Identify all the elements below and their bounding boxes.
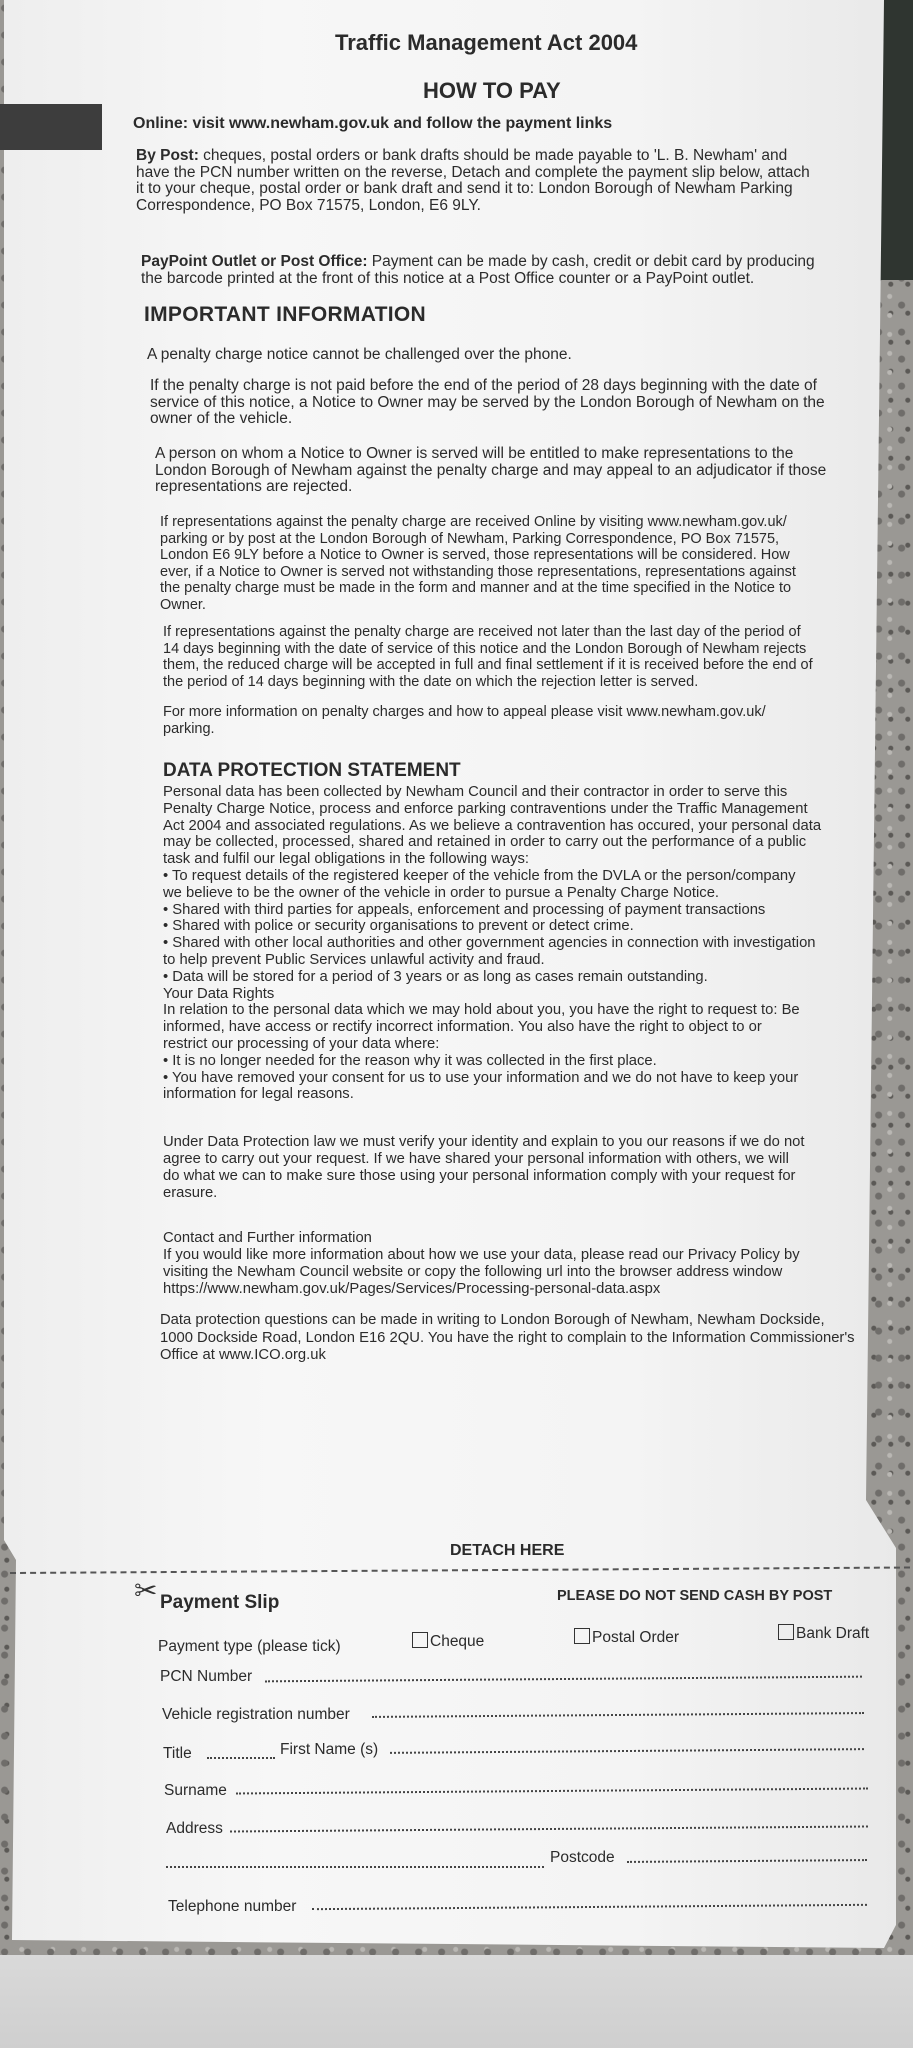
- address-field-line2[interactable]: [166, 1866, 544, 1868]
- postcode-label: Postcode: [550, 1849, 615, 1866]
- detach-here-label: DETACH HERE: [450, 1542, 565, 1559]
- data-protection-contact: Contact and Further information If you would like more information about how we use your data, please read our Privacy Policy by visiting the Newham Council website or copy the following url into the browser address window https://www.newham.gov.uk/Pages/Services/Processing-personal-data.aspx: [163, 1230, 800, 1297]
- important-p6: For more information on penalty charges and how to appeal please visit www.newham.gov.uk/ parking.: [163, 704, 766, 737]
- title-field[interactable]: [207, 1757, 275, 1759]
- how-to-pay-heading: HOW TO PAY: [423, 78, 561, 103]
- act-title: Traffic Management Act 2004: [335, 30, 638, 55]
- important-p5: If representations against the penalty charge are received not later than the last day of the period of 14 days beginning with the date of service of this notice and the London Borough of Newham rejects them, the reduced charge will be accepted in full and final settlement if it is received before the end of the period of 14 days beginning with the date on which the rejection letter is served.: [163, 624, 813, 690]
- data-protection-questions: Data protection questions can be made in writing to London Borough of Newham, Newham Dockside, 1000 Dockside Road, London E16 2QU. You have the right to complain to the Information Commissioner's Office at www.ICO.org.uk: [160, 1312, 855, 1363]
- important-p2: If the penalty charge is not paid before the end of the period of 28 days beginning with the date of service of this notice, a Notice to Owner may be served by the London Borough of Newham on the owner of the vehicle.: [150, 377, 825, 427]
- payment-type-label: Payment type (please tick): [158, 1638, 341, 1655]
- by-post-paragraph: By Post: cheques, postal orders or bank drafts should be made payable to 'L. B. Newham' and have the PCN number written on the reverse, Detach and complete the payment slip below, attach it to your cheque, postal order or bank draft and send it to: London Borough of Newham Parking Correspondence, PO Box 71575, London, E6 9LY.: [136, 147, 810, 214]
- scissors-icon: ✂: [134, 1575, 158, 1606]
- by-post-label: By Post:: [136, 147, 199, 164]
- important-p3: A person on whom a Notice to Owner is served will be entitled to make representations to the London Borough of Newham against the penalty charge and may appeal to an adjudicator if those representations are rejected.: [155, 445, 827, 495]
- table-edge: [0, 1955, 913, 2048]
- paypoint-paragraph: PayPoint Outlet or Post Office: Payment can be made by cash, credit or debit card by producing the barcode printed at the front of this notice at a Post Office counter or a PayPoint outlet.: [141, 253, 815, 287]
- option-cheque[interactable]: Cheque: [412, 1632, 484, 1651]
- important-p4: If representations against the penalty charge are received Online by visiting www.newham.gov.uk/ parking or by post at the London Borough of Newham, Parking Correspondence, PO Box 71575, London E6 9LY before a Notice to Owner is served, those representations will be considered. How ever, if a Notice to Owner is served not withstanding those representations, representations against the penalty charge must be made in the form and manner and at the time specified in the Notice to Owner.: [160, 514, 796, 613]
- important-p1: A penalty charge notice cannot be challenged over the phone.: [147, 346, 572, 363]
- checkbox-bank-draft[interactable]: [778, 1624, 794, 1640]
- important-heading: IMPORTANT INFORMATION: [144, 303, 426, 326]
- data-protection-law: Under Data Protection law we must verify your identity and explain to you our reasons if we do not agree to carry out your request. If we have shared your personal information with others, we will do what we can to make sure those using your personal information comply with your request for erasure.: [163, 1134, 805, 1201]
- no-cash-warning: PLEASE DO NOT SEND CASH BY POST: [557, 1588, 833, 1604]
- telephone-label: Telephone number: [168, 1898, 297, 1915]
- vehicle-registration-label: Vehicle registration number: [162, 1706, 350, 1723]
- checkbox-cheque[interactable]: [412, 1632, 428, 1648]
- checkbox-postal-order[interactable]: [574, 1628, 590, 1644]
- option-postal-order[interactable]: Postal Order: [574, 1628, 679, 1647]
- data-protection-body: Personal data has been collected by Newham Council and their contractor in order to serve this Penalty Charge Notice, process and enforce parking contraventions under the Traffic Management Act 2004 and associated regulations. As we believe a contravention has occured, your personal data may be collected, processed, shared and retained in order to carry out the performance of a public task and fulfil our legal obligations in the following ways: • To request details of the registered keeper of the vehicle from the DVLA or the person/company we believe to be the owner of the vehicle in order to pursue a Penalty Charge Notice. • Shared with third parties for appeals, enforcement and processing of payment transactions • Shared with police or security organisations to prevent or detect crime. • Shared with other local authorities and other government agencies in connection with investigation to help prevent Public Services unlawful activity and fraud. • Data will be stored for a period of 3 years or as long as cases remain outstanding. Your Data Rights In relation to the personal data which we may hold about you, you have the right to request to: Be informed, have access or rectify incorrect information. You also have the right to object to or restrict our processing of your data where: • It is no longer needed for the reason why it was collected in the first place. • You have removed your consent for us to use your information and we do not have to keep your information for legal reasons.: [163, 784, 822, 1103]
- online-payment: Online: visit www.newham.gov.uk and follow the payment links: [133, 115, 613, 132]
- payment-slip-title: Payment Slip: [160, 1592, 280, 1613]
- dark-strip: [0, 104, 102, 150]
- option-bank-draft[interactable]: Bank Draft: [778, 1624, 869, 1643]
- data-protection-heading: DATA PROTECTION STATEMENT: [163, 760, 461, 781]
- address-label: Address: [166, 1820, 223, 1837]
- title-label: Title: [163, 1745, 192, 1762]
- first-name-label: First Name (s): [280, 1741, 379, 1758]
- paypoint-label: PayPoint Outlet or Post Office:: [141, 253, 368, 270]
- surname-label: Surname: [164, 1782, 227, 1799]
- pcn-number-label: PCN Number: [160, 1668, 253, 1685]
